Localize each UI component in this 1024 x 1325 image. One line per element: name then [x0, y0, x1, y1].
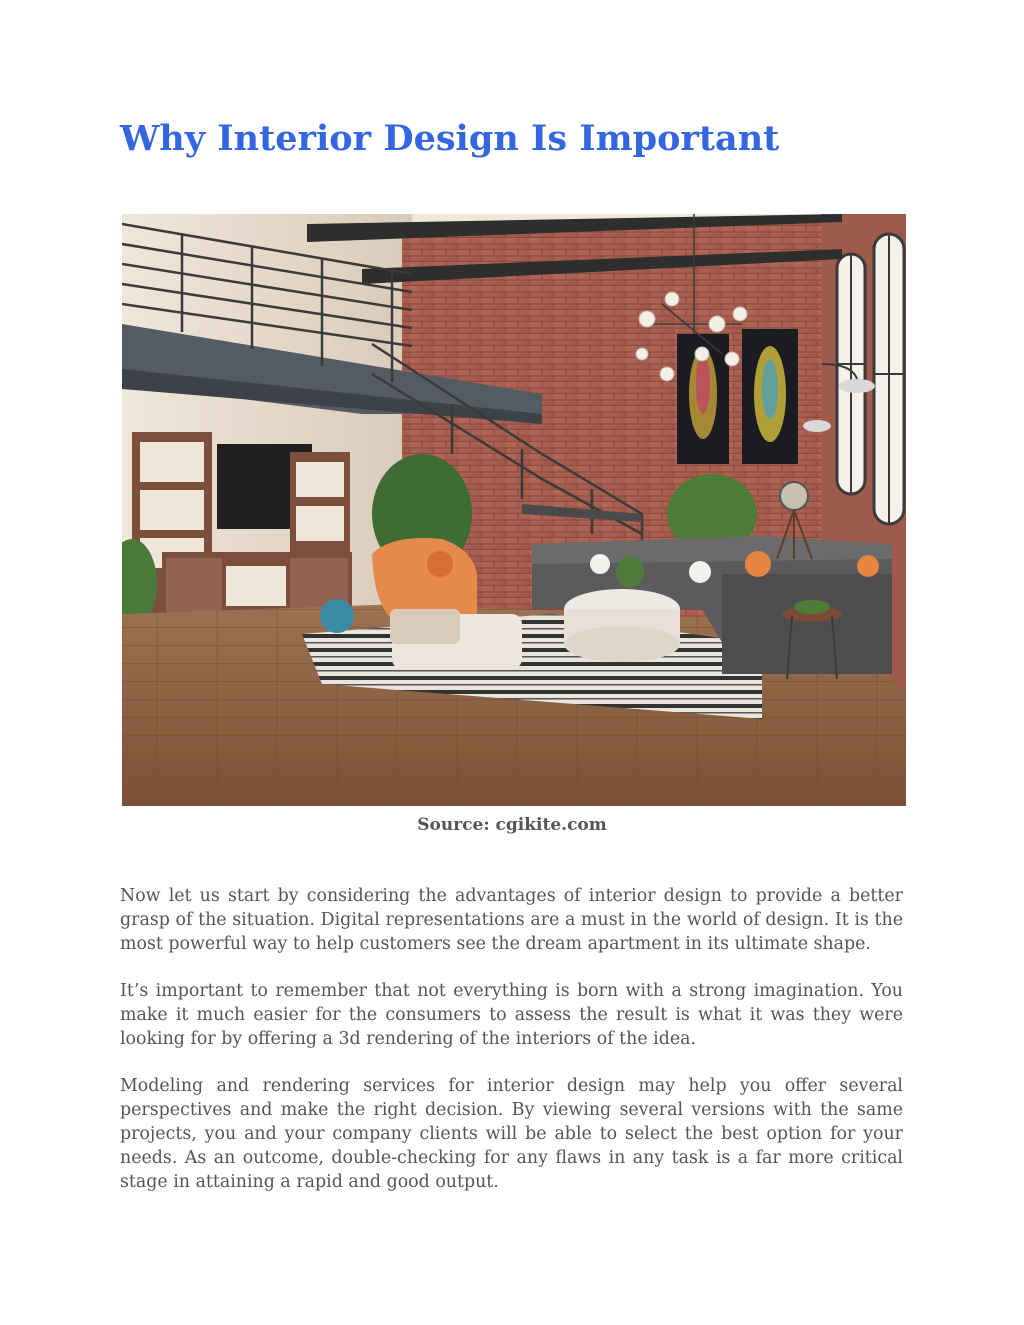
page-title: Why Interior Design Is Important [120, 118, 780, 159]
paragraph-3: Modeling and rendering services for interior design may help you offer several perspectives and make the right decision. By viewing several versions with the same projects, you and your company clients will be able to select the best option for your needs. As an outcome, double-checking for any flaws in any task is a far more critical stage in attaining a rapid and good output. [120, 1076, 903, 1192]
figure-caption: Source: cgikite.com [417, 815, 607, 835]
interior-photo [122, 214, 906, 806]
paragraph-1: Now let us start by considering the advantages of interior design to provide a better grasp of the situation. Digital representations are a must in the world of design. It is the most powerful way to help customers see the dream apartment in its ultimate shape. [120, 886, 903, 954]
paragraph-2: It’s important to remember that not everything is born with a strong imagination. You make it much easier for the consumers to assess the result is what it was they were looking for by offering a 3d rendering of the interiors of the idea. [120, 981, 903, 1049]
